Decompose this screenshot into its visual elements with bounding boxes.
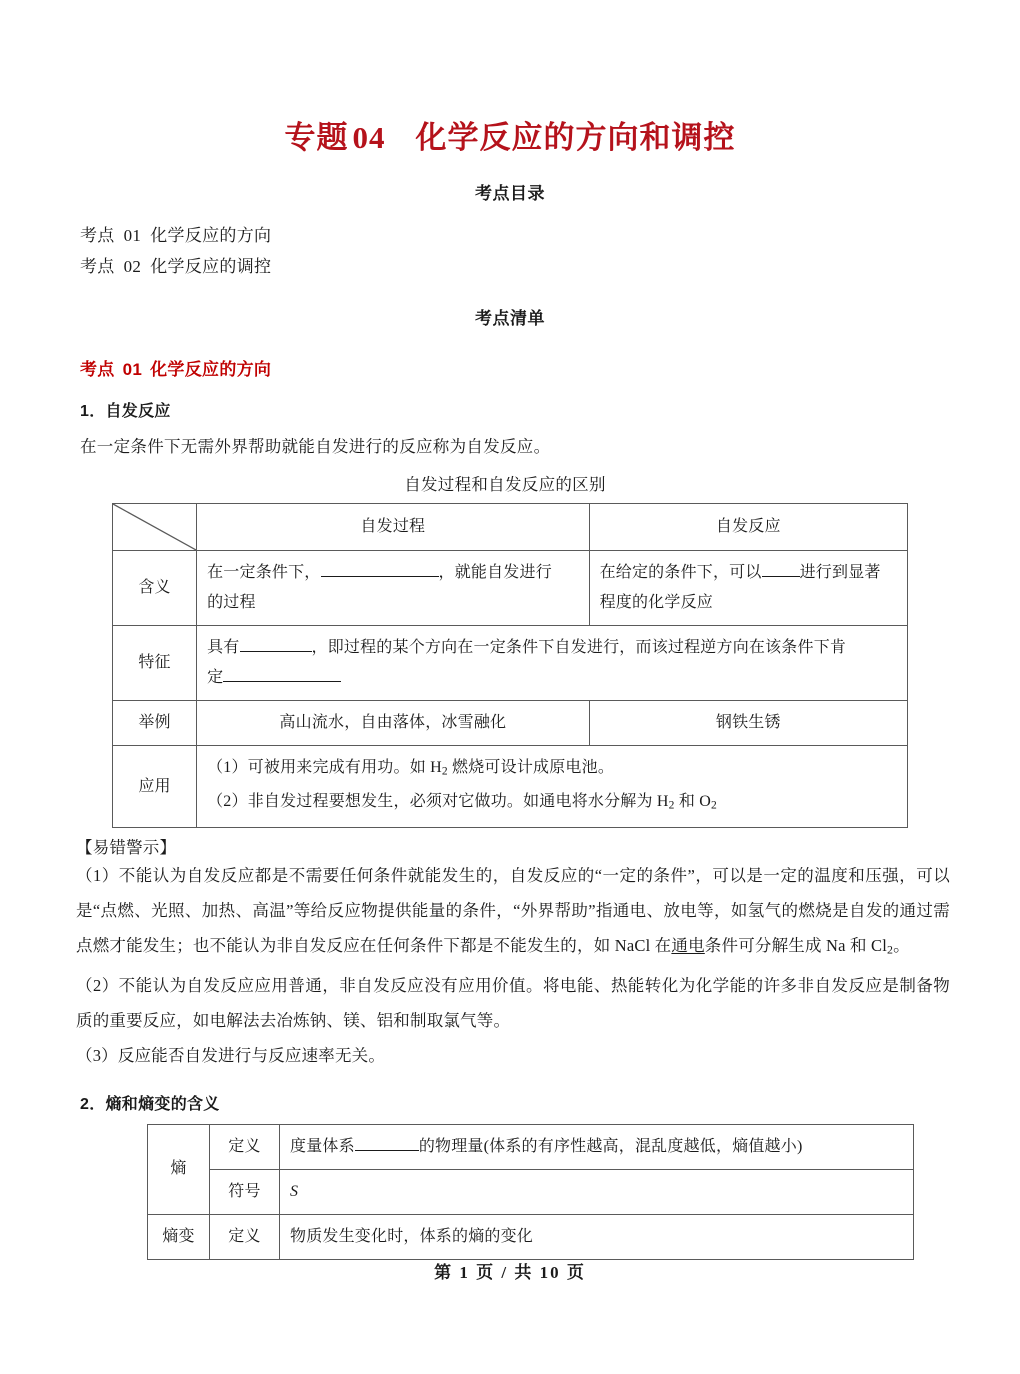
diagonal-line-icon — [113, 504, 196, 550]
table1-row3-label: 举例 — [113, 701, 197, 746]
text-segment: 度量体系 — [290, 1137, 355, 1155]
table2-row3-key: 定义 — [210, 1214, 280, 1259]
title-main: 化学反应的方向和调控 — [415, 120, 736, 155]
table-row-header — [113, 504, 908, 551]
table2-group-entropy: 熵 — [148, 1124, 210, 1214]
text-segment: ，即过程的某个方向在一定条件下自发进行，而该过程逆方向在该条件下肯 — [311, 639, 847, 656]
warning-paragraph-3 — [0, 1038, 1020, 1073]
toc-heading: 考点目录 — [475, 184, 545, 203]
text-segment: 具有 — [207, 639, 240, 656]
warning-paragraph-2 — [0, 968, 1020, 1038]
toc-item-02[interactable] — [80, 251, 1020, 282]
table1-row1-col2 — [197, 551, 589, 626]
table2-row2-value: S — [280, 1169, 914, 1214]
subscript: 2 — [441, 765, 448, 778]
table1-caption: 自发过程和自发反应的区别 — [404, 475, 606, 494]
toc-item-name: 化学反应的调控 — [150, 257, 272, 276]
entropy-table — [147, 1124, 914, 1260]
warning-paragraph-1 — [0, 858, 1020, 968]
diagonal-header-cell — [113, 504, 197, 551]
table2-row1-value — [280, 1124, 914, 1169]
table1-row3-col2: 高山流水，自由落体，冰雪融化 — [197, 701, 589, 746]
table-row — [148, 1124, 914, 1169]
fill-blank[interactable] — [321, 576, 439, 577]
toc-item-label: 考点 — [80, 226, 115, 245]
subscript: 2 — [710, 799, 717, 812]
section-number: 01 — [122, 360, 143, 379]
text-segment: 进行到显著 — [799, 564, 881, 581]
table1-row2-label: 特征 — [113, 626, 197, 701]
text-segment: 燃烧可设计成原电池。 — [447, 759, 615, 776]
checklist-heading: 考点清单 — [475, 309, 545, 328]
text-segment: （1）可被用来完成有用功。如 H — [207, 759, 442, 776]
subsection-text-1: 在一定条件下无需外界帮助就能自发进行的反应称为自发反应。 — [80, 437, 551, 456]
text-segment: 的过程 — [207, 594, 256, 611]
table-row — [113, 551, 908, 626]
title-number: 04 — [352, 120, 386, 155]
table1-row3-col3: 钢铁生锈 — [589, 701, 907, 746]
subscript: 2 — [887, 942, 894, 957]
comparison-table — [112, 503, 908, 828]
table1-col2-header: 自发过程 — [197, 504, 589, 551]
page-title — [0, 0, 1020, 157]
table-row — [148, 1214, 914, 1259]
table1-row2-span — [197, 626, 908, 701]
page-footer: 第 1 页 / 共 10 页 — [434, 1263, 586, 1282]
toc-item-01[interactable] — [80, 220, 1020, 251]
underlined-term: 通电 — [671, 936, 705, 956]
table2-row1-key: 定义 — [210, 1124, 280, 1169]
table-row — [113, 746, 908, 828]
toc-item-name: 化学反应的方向 — [150, 226, 272, 245]
text-segment: 条件可分解生成 Na 和 Cl — [704, 936, 888, 956]
table1-row4-span — [197, 746, 908, 828]
fill-blank[interactable] — [355, 1150, 419, 1151]
section-heading-01 — [0, 329, 1020, 380]
text-segment: 在给定的条件下，可以 — [599, 564, 762, 581]
table-row — [113, 701, 908, 746]
toc-item-number: 01 — [123, 226, 142, 245]
toc-list — [0, 204, 1020, 282]
text-segment: 在一定条件下， — [207, 564, 321, 581]
table1-row1-label: 含义 — [113, 551, 197, 626]
text-segment: 定 — [207, 669, 224, 686]
table-row — [113, 626, 908, 701]
section-name: 化学反应的方向 — [150, 360, 272, 379]
toc-item-number: 02 — [123, 257, 142, 276]
table2-row3-value: 物质发生变化时，体系的熵的变化 — [280, 1214, 914, 1259]
subsection-title-2: 2．熵和熵变的含义 — [80, 1095, 220, 1113]
table1-col3-header: 自发反应 — [589, 504, 907, 551]
text-segment: ，就能自发进行 — [438, 564, 552, 581]
table2-row2-key: 符号 — [210, 1169, 280, 1214]
subscript: 2 — [668, 799, 675, 812]
fill-blank[interactable] — [223, 681, 341, 682]
text-segment: （3）反应能否自发进行与反应速率无关。 — [76, 1045, 386, 1065]
text-segment: 的物理量(体系的有序性越高，混乱度越低，熵值越小) — [418, 1137, 803, 1155]
table1-row1-col3 — [589, 551, 907, 626]
table-row — [148, 1169, 914, 1214]
text-segment: （2）不能认为自发反应应用普通，非自发反应没有应用价值。将电能、热能转化为化学能的许多非自发反应是制备物质的重要反应，如电解法去冶炼钠、镁、铝和制取氯气等。 — [76, 975, 950, 1030]
text-segment: 程度的化学反应 — [599, 594, 713, 611]
title-prefix: 专题 — [284, 120, 349, 155]
fill-blank[interactable] — [240, 651, 312, 652]
text-segment: （2）非自发过程要想发生，必须对它做功。如通电将水分解为 H — [207, 792, 669, 810]
subsection-title-1: 1．自发反应 — [80, 403, 171, 420]
section-label: 考点 — [80, 360, 115, 379]
warning-title: 【易错警示】 — [76, 838, 177, 858]
text-segment: （1）不能认为自发反应都是不需要任何条件就能发生的，自发反应的“一定的条件”，可以是一定的温度和压强，可以是“点燃、光照、加热、高温”等给反应物提供能量的条件，“外界帮助”指通电、放电等，如氢气的燃烧是自发的通过需点燃才能发生；也不能认为非自发反应在任何条件下都是不能发生的，如 NaCl 在 — [76, 866, 950, 956]
fill-blank[interactable] — [762, 576, 800, 577]
table2-group-entropy-change: 熵变 — [148, 1214, 210, 1259]
text-segment: 。 — [893, 936, 910, 956]
toc-item-label: 考点 — [80, 257, 115, 276]
table1-row4-label: 应用 — [113, 746, 197, 828]
text-segment: 和 O — [674, 792, 711, 810]
